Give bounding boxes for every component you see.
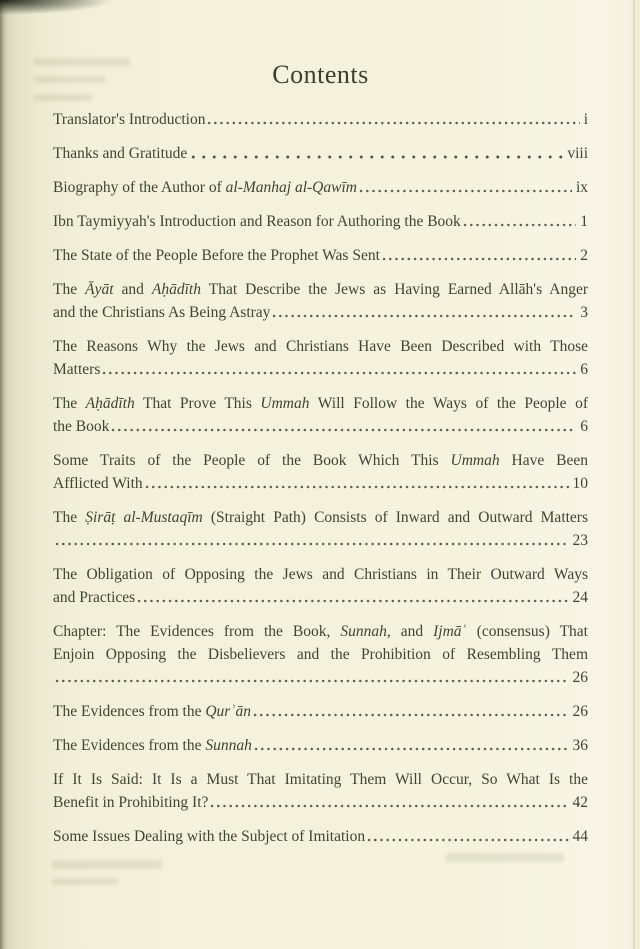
- toc-entry: [53, 825, 588, 848]
- toc-entry-text: Benefit in Prohibiting It?: [53, 794, 209, 811]
- toc-entry: [53, 244, 588, 267]
- dot-leader: [206, 108, 579, 131]
- page-number: ix: [575, 179, 588, 196]
- toc-entry: [53, 734, 588, 757]
- toc-entry-text: Ibn Taymiyyah's Introduction and Reason for Authoring the Book: [53, 213, 461, 230]
- dot-leader: [462, 210, 576, 233]
- toc-entry-text: Afflicted With: [53, 475, 143, 492]
- dot-leader: [54, 666, 569, 689]
- toc-entry: [53, 700, 588, 723]
- bleed-through-artifact: [52, 860, 162, 869]
- dot-leader: [366, 825, 568, 848]
- toc-entry: [53, 768, 588, 814]
- toc-entry-line: [53, 392, 588, 415]
- page-number: 6: [580, 361, 588, 378]
- dot-leader: [209, 791, 568, 814]
- scan-corner-shadow: [0, 0, 190, 30]
- toc-entry-line: [53, 529, 588, 552]
- toc-entry-line: [53, 700, 588, 723]
- toc-entry-text: If It Is Said: It Is a Must That Imitating Them Will Occur, So What Is the: [53, 771, 588, 788]
- toc-entry-text: Chapter: The Evidences from the Book, Sunnah, and Ijmāʿ (consensus) That: [53, 623, 588, 640]
- page-number: i: [583, 111, 588, 128]
- page-number: 26: [572, 703, 588, 720]
- toc-entry-line: [53, 301, 588, 324]
- toc-entry-text: Thanks and Gratitude: [53, 145, 188, 162]
- page-number: 36: [572, 737, 588, 754]
- dot-leader: [381, 244, 576, 267]
- toc-entry-line: [53, 176, 588, 199]
- toc-entry-line: [53, 415, 588, 438]
- toc-entry-line: [53, 768, 588, 791]
- toc-entry-line: [53, 210, 588, 233]
- dot-leader: [101, 358, 576, 381]
- toc-entry: [53, 620, 588, 689]
- toc-entry-text: The Evidences from the Qurʾān: [53, 703, 251, 720]
- toc-entry-text: Matters: [53, 361, 101, 378]
- page-number: 24: [572, 589, 588, 606]
- toc-entry-text: The State of the People Before the Prophet Was Sent: [53, 247, 380, 264]
- toc-entry-line: [53, 244, 588, 267]
- page-number: viii: [567, 145, 588, 162]
- toc-entry-text: The Aḥādīth That Prove This Ummah Will Follow the Ways of the People of: [53, 395, 588, 412]
- dot-leader: [188, 142, 563, 165]
- toc-entry-text: Translator's Introduction: [53, 111, 206, 128]
- page-number: 3: [580, 304, 588, 321]
- bleed-through-artifact: [52, 878, 118, 885]
- toc-entry: [53, 506, 588, 552]
- toc-entry-line: [53, 666, 588, 689]
- toc-entry-line: [53, 278, 588, 301]
- toc-list: [53, 108, 588, 848]
- toc-entry-line: [53, 358, 588, 381]
- toc-entry-text: and the Christians As Being Astray: [53, 304, 271, 321]
- toc-entry-line: [53, 586, 588, 609]
- toc-entry-text: Enjoin Opposing the Disbelievers and the Prohibition of Resembling Them: [53, 646, 588, 663]
- dot-leader: [271, 301, 576, 324]
- toc-entry-text: Some Issues Dealing with the Subject of Imitation: [53, 828, 366, 845]
- toc-entry: [53, 563, 588, 609]
- dot-leader: [136, 586, 568, 609]
- toc-entry-text: the Book: [53, 418, 110, 435]
- toc-entry: [53, 176, 588, 199]
- toc-entry-line: [53, 449, 588, 472]
- dot-leader: [144, 472, 569, 495]
- toc-entry-line: [53, 142, 588, 165]
- page-number: 23: [572, 532, 588, 549]
- toc-entry-text: The Āyāt and Aḥādīth That Describe the Jews as Having Earned Allāh's Anger: [53, 281, 588, 298]
- page-number: 1: [580, 213, 588, 230]
- toc-entry: [53, 108, 588, 131]
- page-gutter-shadow: [0, 0, 9, 949]
- toc-entry-line: [53, 825, 588, 848]
- dot-leader: [253, 734, 569, 757]
- page-edge-line: [633, 0, 635, 949]
- toc-entry: [53, 210, 588, 233]
- page-number: 42: [572, 794, 588, 811]
- toc-entry-line: [53, 620, 588, 643]
- toc-entry-text: The Evidences from the Sunnah: [53, 737, 252, 754]
- toc-entry-line: [53, 108, 588, 131]
- toc-entry: [53, 278, 588, 324]
- dot-leader: [358, 176, 572, 199]
- dot-leader: [252, 700, 569, 723]
- toc-entry: [53, 142, 588, 165]
- toc-entry-line: [53, 506, 588, 529]
- toc-entry: [53, 392, 588, 438]
- page-number: 6: [580, 418, 588, 435]
- toc-entry-text: The Ṣirāṭ al-Mustaqīm (Straight Path) Consists of Inward and Outward Matters: [53, 509, 588, 526]
- toc-entry-text: Some Traits of the People of the Book Which This Ummah Have Been: [53, 452, 588, 469]
- toc-entry-line: [53, 791, 588, 814]
- page-number: 2: [580, 247, 588, 264]
- dot-leader: [110, 415, 576, 438]
- page-number: 10: [572, 475, 588, 492]
- toc-entry: [53, 449, 588, 495]
- page-title: Contents: [272, 60, 369, 89]
- page-number: 26: [572, 669, 588, 686]
- toc-entry-line: [53, 472, 588, 495]
- contents-page: [53, 56, 588, 859]
- toc-entry-line: [53, 734, 588, 757]
- page-number: 44: [572, 828, 588, 845]
- toc-entry-text: The Obligation of Opposing the Jews and Christians in Their Outward Ways: [53, 566, 588, 583]
- toc-entry-text: Biography of the Author of al-Manhaj al-Qawīm: [53, 179, 357, 196]
- toc-entry-text: The Reasons Why the Jews and Christians Have Been Described with Those: [53, 338, 588, 355]
- toc-entry-line: [53, 335, 588, 358]
- toc-entry-line: [53, 643, 588, 666]
- dot-leader: [54, 529, 569, 552]
- toc-entry-text: and Practices: [53, 589, 136, 606]
- toc-entry: [53, 335, 588, 381]
- toc-entry-line: [53, 563, 588, 586]
